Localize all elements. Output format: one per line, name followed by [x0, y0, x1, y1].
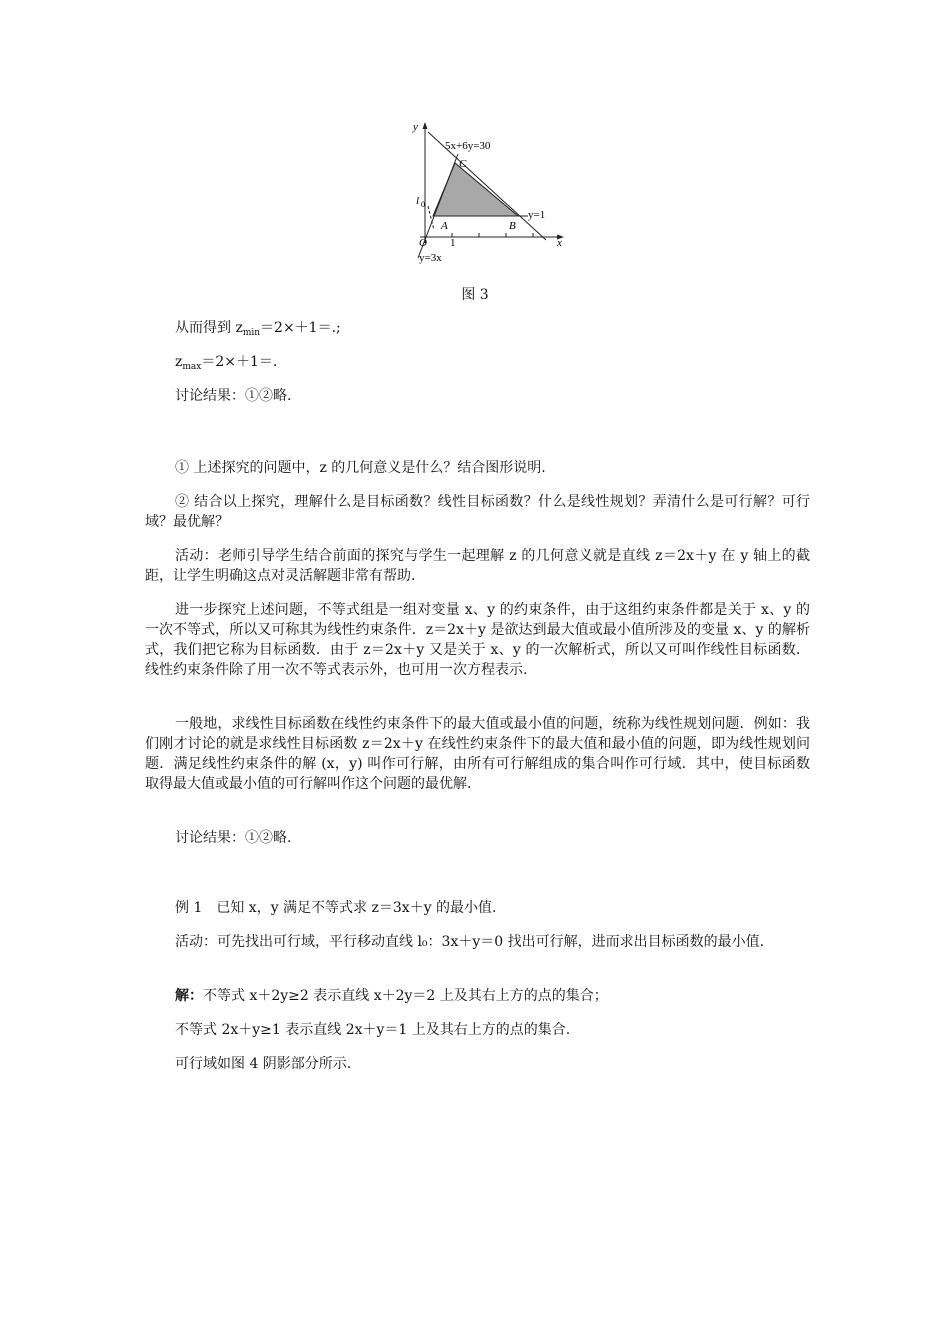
paragraph-question-2: ② 结合以上探究，理解什么是目标函数？线性目标函数？什么是线性规划？弄清什么是可行解？可行域？最优解？: [145, 494, 810, 530]
point-a-label: A: [441, 220, 448, 232]
paragraph-explore: 进一步探究上述问题，不等式组是一组对变量 x、y 的约束条件，由于这组约束条件都是关于 x、y 的一次不等式，所以又可称其为线性约束条件．z＝2x＋y 是欲达到最大值或最小值所涉及的变量 x、y 的解析式，我们把它称为目标函数．由于 z＝2x＋y 又是关于 x、y 的一次解析式，所以又可叫作线性目标函数．线性约束条件除了用一次不等式表示外，也可用一次方程表示.: [145, 602, 810, 678]
paragraph-zmax: [145, 352, 810, 377]
paragraph-discussion-1: 讨论结果：①②略.: [175, 388, 292, 404]
paragraph-question-1: ① 上述探究的问题中，z 的几何意义是什么？结合图形说明.: [175, 460, 546, 476]
tick-1-label: 1: [450, 237, 456, 249]
paragraph-inequality-2: 不等式 2x＋y≥1 表示直线 2x＋y＝1 上及其右上方的点的集合.: [175, 1022, 571, 1038]
feasible-region-graph: [410, 118, 580, 268]
solution-label: 解：: [175, 988, 203, 1004]
l0-sub-label: 0: [421, 200, 425, 209]
origin-label: O: [419, 237, 427, 249]
paragraph-zmin: [145, 318, 810, 343]
zmax-prefix: z: [175, 354, 183, 370]
x-axis-label: x: [557, 237, 562, 249]
paragraph-example-1: 例 1 已知 x，y 满足不等式求 z＝3x＋y 的最小值.: [175, 900, 497, 916]
line-y3x-label: y=3x: [419, 252, 442, 264]
figure-caption: 图 3: [461, 287, 489, 303]
paragraph-general: 一般地，求线性目标函数在线性约束条件下的最大值或最小值的问题，统称为线性规划问题．例如：我们刚才讨论的就是求线性目标函数 z＝2x＋y 在线性约束条件下的最大值和最小值的问题，即为线性规划问题．满足线性约束条件的解 (x，y) 叫作可行解，由所有可行解组成的集合叫作可行域．其中，使目标函数取得最大值或最小值的可行解叫作这个问题的最优解.: [145, 716, 810, 792]
paragraph-activity-2: 活动：可先找出可行域，平行移动直线 l₀：3x＋y＝0 找出可行解，进而求出目标函数的最小值.: [175, 934, 765, 950]
zmax-sub: max: [182, 362, 202, 372]
paragraph-activity-1: 活动：老师引导学生结合前面的探究与学生一起理解 z 的几何意义就是直线 z＝2x＋y 在 y 轴上的截距，让学生明确这点对灵活解题非常有帮助.: [145, 548, 810, 584]
y-axis-arrow: [423, 122, 428, 129]
line-y1-label: y=1: [528, 209, 546, 221]
point-b-label: B: [509, 220, 516, 232]
solution-text: 不等式 x＋2y≥2 表示直线 x＋2y＝2 上及其右上方的点的集合；: [203, 988, 608, 1004]
feasible-region: [433, 163, 518, 216]
zmin-sub: min: [242, 328, 261, 338]
line-top-label: 5x+6y=30: [445, 140, 491, 152]
paragraph-feasible-region: 可行域如图 4 阴影部分所示.: [175, 1056, 352, 1072]
paragraph-solution: [145, 986, 810, 1006]
zmax-rest: ＝2×＋1＝.: [201, 354, 278, 370]
y-axis-label: y: [413, 121, 418, 133]
zmin-rest: ＝2×＋1＝.;: [260, 320, 341, 336]
zmin-prefix: 从而得到 z: [175, 320, 243, 336]
point-c-label: C: [459, 158, 467, 170]
x-axis-ticks: [452, 233, 533, 237]
l0-label: l: [416, 195, 420, 207]
paragraph-discussion-2: 讨论结果：①②略.: [175, 830, 292, 846]
figure-3: [410, 118, 580, 268]
